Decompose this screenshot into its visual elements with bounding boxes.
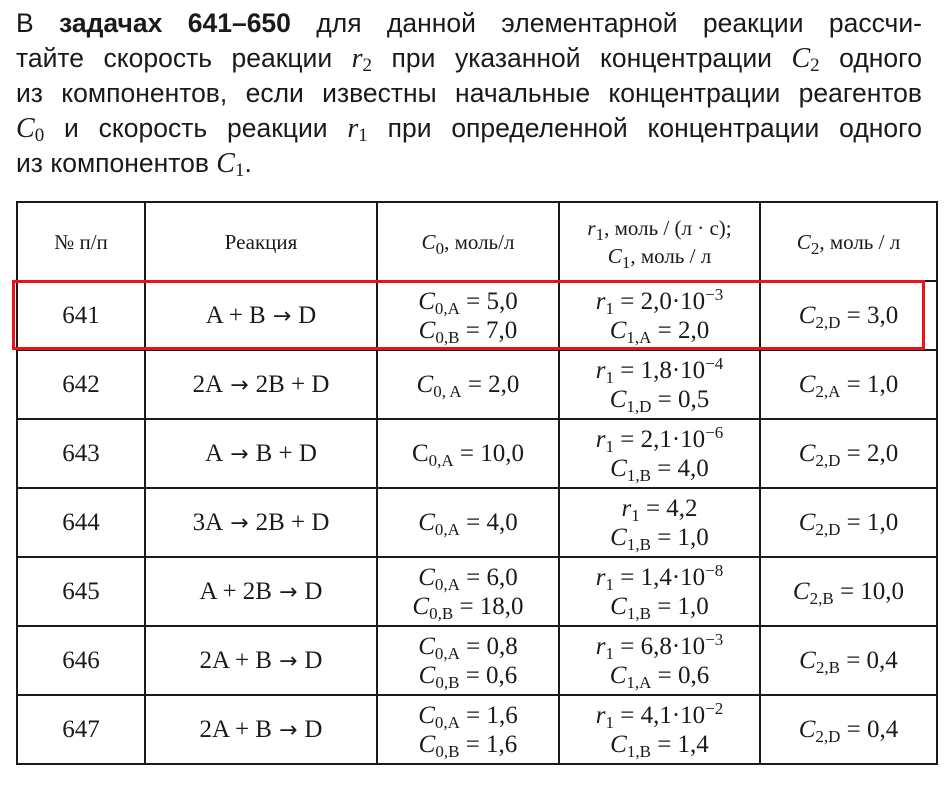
c2-value: = 1,0 bbox=[840, 371, 899, 398]
reaction-arrow-icon: → bbox=[223, 372, 256, 398]
reaction-right: 2B + D bbox=[255, 508, 330, 536]
task-number-cell: 642 bbox=[17, 350, 145, 419]
c0-line bbox=[378, 316, 558, 345]
c2-value: = 3,0 bbox=[840, 302, 899, 329]
c2-subscript: 2,A bbox=[815, 382, 841, 401]
c1-subscript: 1,B bbox=[626, 603, 651, 623]
r1-value: = 1,4·10 bbox=[613, 563, 706, 591]
c1-symbol: C bbox=[610, 730, 627, 758]
c1-line bbox=[560, 730, 759, 759]
c1-line bbox=[560, 661, 759, 690]
r1-line bbox=[560, 698, 759, 732]
c0-cell bbox=[377, 557, 559, 626]
header-reaction: Реакция bbox=[145, 202, 377, 281]
c2-cell bbox=[760, 281, 937, 350]
c2-value: = 10,0 bbox=[833, 578, 905, 605]
var-r2: $r_2$ bbox=[351, 42, 373, 76]
c0-line bbox=[378, 730, 558, 759]
c2-symbol: C bbox=[798, 371, 816, 398]
r1-subscript: 1 bbox=[605, 436, 614, 456]
reaction-cell bbox=[145, 557, 377, 626]
task-number-cell: 647 bbox=[17, 695, 145, 764]
c2-symbol: C bbox=[792, 578, 810, 605]
c2-subscript: 2,B bbox=[815, 658, 840, 677]
reaction-cell bbox=[145, 350, 377, 419]
c0-value: = 0,6 bbox=[459, 661, 518, 689]
reaction-left: 2A + B bbox=[199, 646, 272, 674]
intro-text: тайте скорость реакции bbox=[16, 42, 352, 73]
c1-symbol: C bbox=[610, 523, 627, 551]
c0-line bbox=[378, 563, 558, 592]
reaction-right: D bbox=[304, 577, 323, 605]
r1-symbol: r bbox=[595, 356, 606, 384]
reaction-right: D bbox=[304, 715, 323, 743]
c0-subscript: 0,B bbox=[435, 741, 460, 761]
r1-value: = 4,1·10 bbox=[613, 701, 706, 729]
c2-cell bbox=[760, 626, 937, 695]
c0-subscript: 0,A bbox=[434, 712, 460, 732]
r1-value: = 1,8·10 bbox=[613, 356, 706, 384]
c0-symbol: C bbox=[416, 371, 434, 398]
table-row bbox=[17, 281, 937, 350]
r1-symbol: r bbox=[595, 287, 606, 315]
r1-value: = 2,0·10 bbox=[613, 287, 706, 315]
header-number: № п/п bbox=[17, 202, 145, 281]
c0-subscript: 0,B bbox=[429, 603, 454, 623]
c0-value: = 4,0 bbox=[459, 509, 518, 536]
c1-value: = 1,0 bbox=[650, 523, 709, 551]
c0-line bbox=[378, 632, 558, 661]
r1-value: = 2,1·10 bbox=[613, 425, 706, 453]
c2-subscript: 2,D bbox=[815, 727, 841, 746]
var-c2: $C_2$ bbox=[791, 42, 820, 76]
c2-value: = 0,4 bbox=[839, 647, 898, 674]
header-c2: $C_2$, моль / л bbox=[760, 202, 937, 281]
c1-line bbox=[560, 316, 759, 345]
c0-value: = 1,6 bbox=[459, 701, 518, 729]
table-row bbox=[17, 419, 937, 488]
c2-symbol: C bbox=[798, 509, 816, 536]
c1-line bbox=[560, 454, 759, 483]
c0-symbol: C bbox=[411, 440, 429, 467]
c2-subscript: 2,B bbox=[809, 589, 834, 608]
r1-c1-cell bbox=[559, 281, 760, 350]
reaction-left: 3A bbox=[192, 508, 224, 536]
r1-symbol: r bbox=[595, 563, 606, 591]
header-c0: $C_0$, моль/л bbox=[377, 202, 559, 281]
reaction-left: A + B bbox=[205, 301, 266, 329]
c0-subscript: 0,B bbox=[435, 672, 460, 692]
r1-line bbox=[560, 494, 759, 523]
reaction-cell bbox=[145, 488, 377, 557]
r1-subscript: 1 bbox=[605, 574, 614, 594]
table-row bbox=[17, 626, 937, 695]
c1-symbol: C bbox=[610, 592, 627, 620]
intro-text: при определенной концентрации одного bbox=[367, 112, 922, 143]
reaction-cell bbox=[145, 281, 377, 350]
c0-value: = 0,8 bbox=[459, 632, 518, 660]
c0-value: = 6,0 bbox=[459, 563, 518, 591]
c0-subscript: 0, A bbox=[433, 382, 462, 401]
reaction-right: B + D bbox=[255, 439, 317, 467]
r1-exponent: −3 bbox=[705, 284, 724, 304]
header-r1-c1: $r_1$, моль / (л · с); $C_1$, моль / л bbox=[559, 202, 760, 281]
reaction-left: 2A bbox=[192, 370, 224, 398]
c0-symbol: C bbox=[418, 661, 436, 689]
table-row bbox=[17, 350, 937, 419]
c1-line bbox=[560, 523, 759, 552]
c0-symbol: C bbox=[418, 701, 435, 729]
r1-c1-cell bbox=[559, 626, 760, 695]
table-row bbox=[17, 488, 937, 557]
r1-line bbox=[560, 560, 759, 594]
intro-text: для данной элементарной реакции рассчи- bbox=[290, 8, 922, 38]
reaction-arrow-icon: → bbox=[271, 717, 305, 743]
c0-value: = 5,0 bbox=[459, 287, 518, 315]
r1-c1-cell bbox=[559, 695, 760, 764]
table-header-row bbox=[17, 202, 937, 281]
var-c1: $C_1$ bbox=[216, 148, 245, 182]
reaction-cell bbox=[145, 626, 377, 695]
r1-line bbox=[560, 353, 759, 387]
r1-value: = 6,8·10 bbox=[613, 632, 706, 660]
intro-line-2 bbox=[16, 41, 922, 77]
r1-symbol: r bbox=[595, 701, 606, 729]
c1-value: = 0,6 bbox=[651, 661, 710, 689]
var-r1: $r_1$ bbox=[347, 112, 368, 146]
r1-symbol: r bbox=[621, 494, 632, 522]
r1-exponent: −8 bbox=[705, 560, 724, 580]
c1-subscript: 1,A bbox=[626, 672, 652, 692]
r1-exponent: −6 bbox=[705, 422, 724, 442]
table-row bbox=[17, 695, 937, 764]
c0-cell bbox=[377, 695, 559, 764]
task-number-cell: 644 bbox=[17, 488, 145, 557]
reaction-right: D bbox=[298, 301, 317, 329]
task-intro-paragraph bbox=[16, 6, 922, 182]
intro-text: из компонентов bbox=[16, 148, 217, 179]
c0-symbol: C bbox=[418, 316, 436, 344]
intro-text: и скорость реакции bbox=[44, 112, 348, 143]
c1-subscript: 1,B bbox=[626, 465, 651, 485]
c0-cell bbox=[377, 626, 559, 695]
c2-subscript: 2,D bbox=[815, 520, 841, 539]
c1-symbol: C bbox=[610, 454, 627, 482]
reaction-left: 2A + B bbox=[199, 715, 272, 743]
reaction-right: 2B + D bbox=[255, 370, 330, 398]
intro-line-4 bbox=[16, 111, 922, 147]
c1-value: = 2,0 bbox=[651, 316, 710, 344]
c2-cell bbox=[760, 557, 937, 626]
c2-cell bbox=[760, 350, 937, 419]
c2-subscript: 2,D bbox=[815, 451, 841, 470]
intro-line-3: из компонентов, если известны начальные концентрации реагентов bbox=[16, 78, 922, 109]
c0-line bbox=[378, 661, 558, 690]
c1-subscript: 1,A bbox=[626, 327, 652, 347]
r1-c1-cell bbox=[559, 557, 760, 626]
reaction-arrow-icon: → bbox=[271, 648, 305, 674]
reaction-arrow-icon: → bbox=[271, 579, 305, 605]
c2-cell bbox=[760, 488, 937, 557]
r1-c1-cell bbox=[559, 488, 760, 557]
c0-line bbox=[378, 370, 558, 399]
c2-value: = 2,0 bbox=[840, 440, 899, 467]
r1-subscript: 1 bbox=[631, 505, 640, 525]
r1-exponent: −4 bbox=[705, 353, 724, 373]
c0-subscript: 0,A bbox=[434, 574, 460, 594]
r1-subscript: 1 bbox=[605, 643, 614, 663]
c1-value: = 1,4 bbox=[650, 730, 709, 758]
c1-value: = 4,0 bbox=[650, 454, 709, 482]
intro-text: В bbox=[16, 8, 60, 38]
c0-symbol: C bbox=[418, 730, 436, 758]
task-number-cell: 643 bbox=[17, 419, 145, 488]
c0-line bbox=[378, 287, 558, 316]
c0-value: = 7,0 bbox=[459, 316, 518, 344]
reaction-cell bbox=[145, 695, 377, 764]
r1-line bbox=[560, 284, 759, 318]
r1-c1-cell bbox=[559, 419, 760, 488]
c0-value: = 18,0 bbox=[453, 592, 524, 620]
intro-line-1 bbox=[16, 6, 922, 41]
task-number-cell: 641 bbox=[17, 281, 145, 350]
r1-exponent: −2 bbox=[705, 698, 724, 718]
c0-symbol: C bbox=[418, 632, 435, 660]
c0-subscript: 0,B bbox=[435, 327, 460, 347]
c0-symbol: C bbox=[412, 592, 430, 620]
c2-value: = 1,0 bbox=[840, 509, 899, 536]
c0-symbol: C bbox=[418, 287, 435, 315]
c0-value: = 1,6 bbox=[459, 730, 518, 758]
intro-text: . bbox=[244, 148, 252, 179]
table-row bbox=[17, 557, 937, 626]
c0-subscript: 0,A bbox=[428, 451, 454, 470]
task-range-bold: задачах 641–650 bbox=[59, 8, 291, 38]
c2-cell bbox=[760, 695, 937, 764]
c0-cell bbox=[377, 281, 559, 350]
c0-subscript: 0,A bbox=[434, 298, 460, 318]
c2-value: = 0,4 bbox=[840, 716, 899, 743]
c0-cell bbox=[377, 419, 559, 488]
c0-line bbox=[378, 592, 558, 621]
intro-text: одного bbox=[819, 42, 922, 73]
task-number-cell: 646 bbox=[17, 626, 145, 695]
reaction-arrow-icon: → bbox=[223, 441, 256, 467]
c0-subscript: 0,A bbox=[434, 520, 460, 539]
c0-symbol: C bbox=[418, 509, 435, 536]
c0-subscript: 0,A bbox=[434, 643, 460, 663]
r1-value: = 4,2 bbox=[639, 494, 698, 522]
r1-subscript: 1 bbox=[605, 712, 614, 732]
r1-c1-cell bbox=[559, 350, 760, 419]
reaction-arrow-icon: → bbox=[265, 303, 299, 329]
c0-line bbox=[378, 508, 558, 537]
intro-text: при указанной концентрации bbox=[372, 42, 792, 73]
r1-symbol: r bbox=[595, 632, 606, 660]
r1-subscript: 1 bbox=[605, 367, 614, 387]
c0-line bbox=[378, 701, 558, 730]
r1-line bbox=[560, 422, 759, 456]
c2-cell bbox=[760, 419, 937, 488]
task-number-cell: 645 bbox=[17, 557, 145, 626]
c2-symbol: C bbox=[799, 647, 816, 674]
c2-symbol: C bbox=[798, 716, 816, 743]
c0-cell bbox=[377, 488, 559, 557]
c1-symbol: C bbox=[609, 385, 627, 413]
c1-symbol: C bbox=[609, 661, 627, 689]
c0-line bbox=[378, 439, 558, 468]
reaction-arrow-icon: → bbox=[223, 510, 256, 536]
c1-subscript: 1,B bbox=[626, 534, 651, 554]
reaction-cell bbox=[145, 419, 377, 488]
c1-value: = 0,5 bbox=[651, 385, 710, 413]
r1-exponent: −3 bbox=[705, 629, 724, 649]
c1-line bbox=[560, 385, 759, 414]
c2-symbol: C bbox=[798, 440, 816, 467]
r1-line bbox=[560, 629, 759, 663]
reaction-right: D bbox=[304, 646, 323, 674]
c1-subscript: 1,B bbox=[626, 741, 651, 761]
c1-symbol: C bbox=[609, 316, 627, 344]
c0-symbol: C bbox=[418, 563, 435, 591]
reaction-table bbox=[16, 201, 938, 765]
c1-line bbox=[560, 592, 759, 621]
c1-subscript: 1,D bbox=[626, 396, 652, 416]
c2-symbol: C bbox=[798, 302, 816, 329]
c0-value: = 10,0 bbox=[453, 440, 525, 467]
intro-line-5 bbox=[16, 146, 922, 182]
reaction-left: A bbox=[205, 439, 224, 467]
c2-subscript: 2,D bbox=[815, 313, 841, 332]
r1-symbol: r bbox=[595, 425, 606, 453]
c0-cell bbox=[377, 350, 559, 419]
c0-value: = 2,0 bbox=[461, 371, 520, 398]
r1-subscript: 1 bbox=[605, 298, 614, 318]
var-c0: $C_0$ bbox=[16, 112, 45, 146]
c1-value: = 1,0 bbox=[650, 592, 709, 620]
reaction-left: A + 2B bbox=[199, 577, 272, 605]
